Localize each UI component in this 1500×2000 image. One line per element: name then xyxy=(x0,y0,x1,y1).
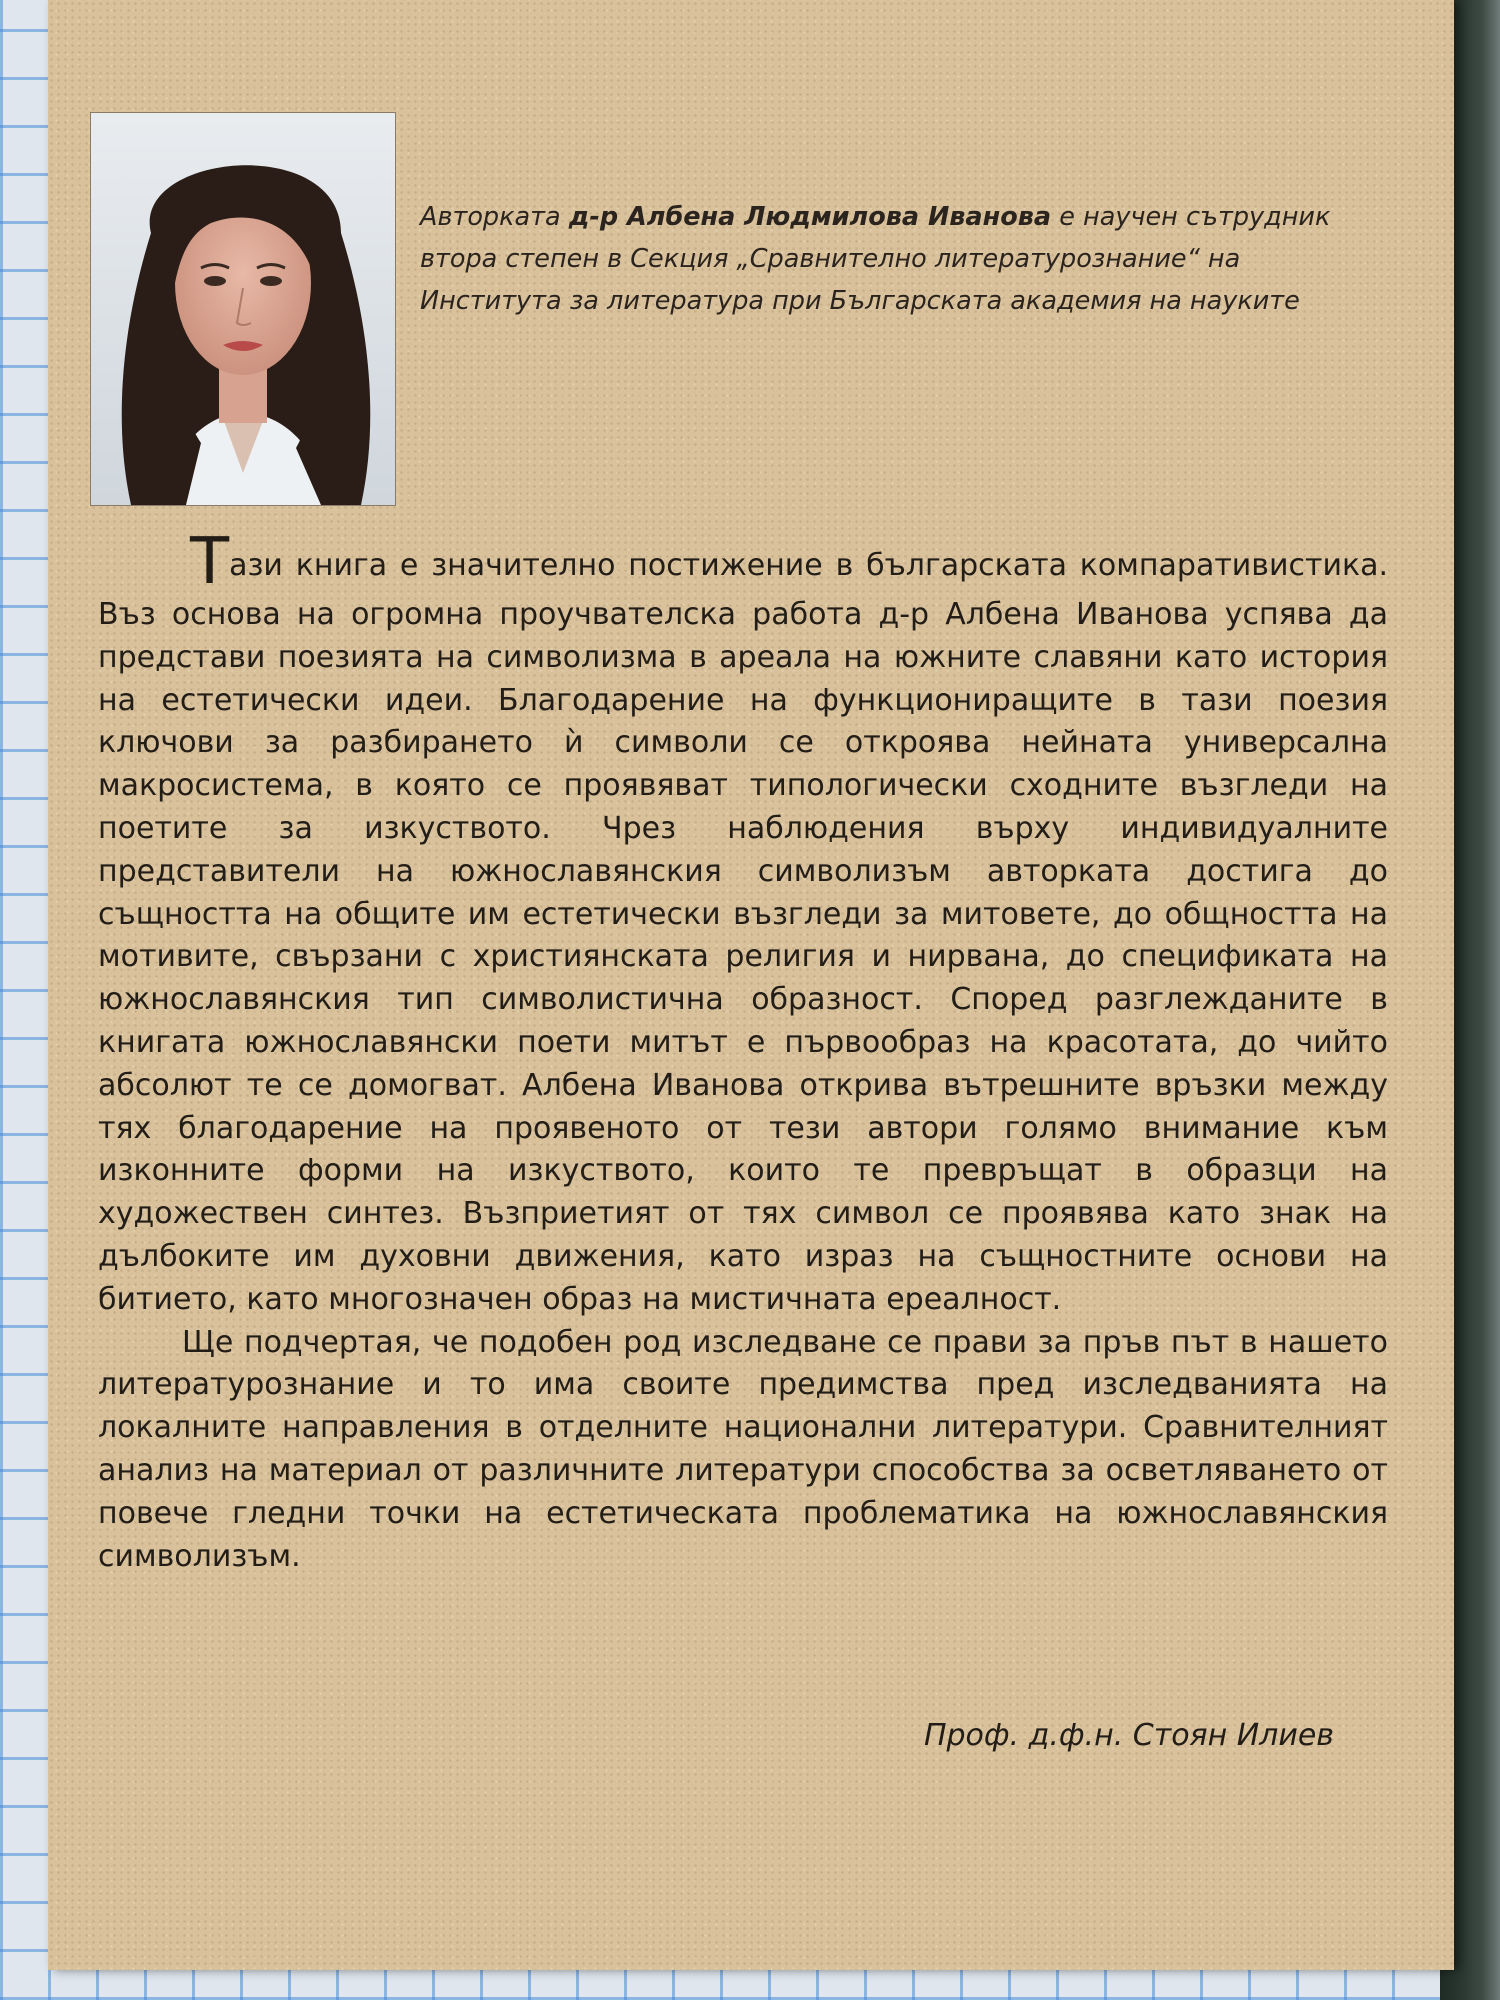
drop-cap: Т xyxy=(190,525,230,599)
author-portrait-image xyxy=(91,113,395,505)
review-paragraph-1-text: ази книга е значително постижение в българската компаративистика. Въз основа на огромна проучвателска работа д-р Албена Иванова успява да представи поезията на символизма в ареала на южните славяни като история на естетически идеи. Благодарение на функциониращите в тази поезия ключови за разбирането ѝ символи се откроява нейната универсална макросистема, в която се проявяват типологически сходните възгледи на поетите за изкуството. Чрез наблюдения върху индивидуалните представители на южнославянския символизъм авторката достига до същността на общите им естетически възгледи за митовете, до общността на мотивите, свързани с християнската религия и нирвана, до спецификата на южнославянския тип символистична образност. Според разглежданите в книгата южнославянски поети митът е първообраз на красотата, до чийто абсолют те се домогват. Албена Иванова открива вътрешните връзки между тях благодарение на проявеното от тези автори голямо внимание към изконните форми на изкуството, които те превръщат в образци на художествен синтез. Възприетият от тях символ се проявява като знак на дълбоките им духовни движения, като израз на същностните основи на битието, като многозначен образ на мистичната ереалност. xyxy=(98,548,1388,1317)
author-photo xyxy=(90,112,396,506)
review-paragraph-1 xyxy=(98,525,1388,1322)
author-intro xyxy=(420,196,1348,322)
author-intro-suffix: е научен сътрудник втора степен в Секция „Сравнително литературознание“ на Института за литература при Българската академия на науките xyxy=(420,202,1331,316)
book-back-cover xyxy=(48,0,1454,1970)
review-text xyxy=(98,525,1388,1578)
author-intro-prefix: Авторката xyxy=(420,202,569,232)
review-signature: Проф. д.ф.н. Стоян Илиев xyxy=(923,1718,1334,1753)
review-paragraph-2: Ще подчертая, че подобен род изследване се прави за пръв път в нашето литературознание и то има своите предимства пред изследванията на локалните направления в отделните национални литератури. Сравнителният анализ на материал от различните литератури способства за осветляването от повече гледни точки на естетическата проблематика на южнославянския символизъм. xyxy=(98,1324,1388,1574)
author-name: д-р Албена Людмилова Иванова xyxy=(568,202,1052,232)
